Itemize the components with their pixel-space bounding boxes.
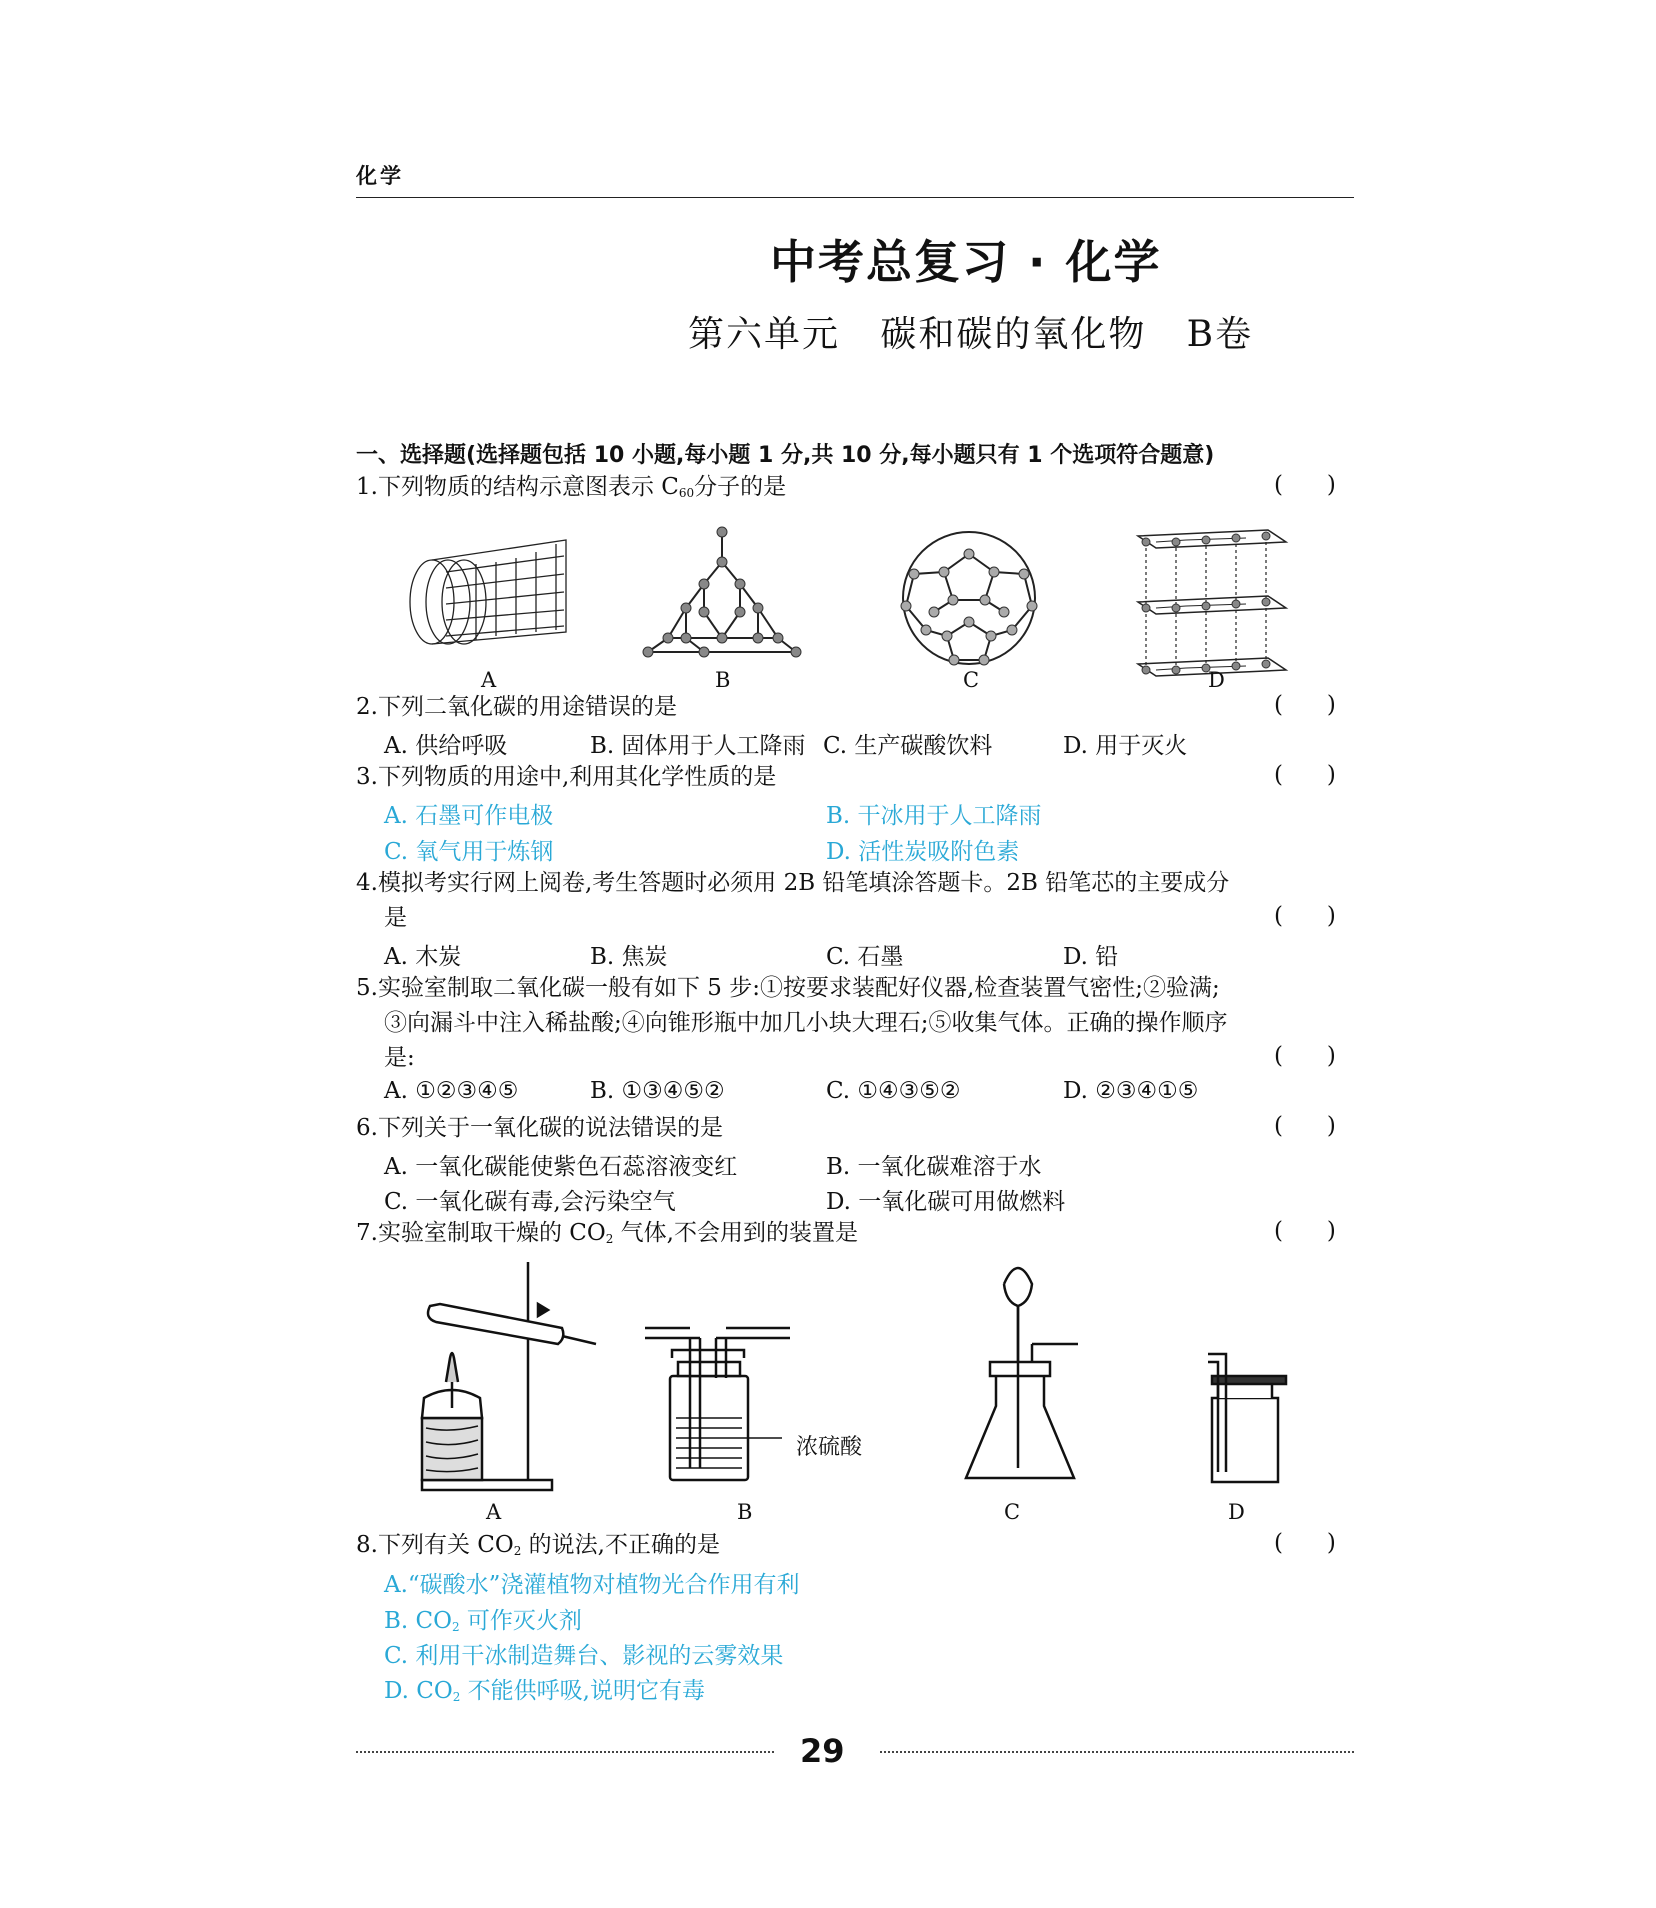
q3-option-d: D. 活性炭吸附色素: [826, 839, 1020, 865]
subject-header: 化学: [356, 164, 404, 188]
nanotube-structure: [410, 540, 566, 644]
footer-dotline-left: [356, 1751, 774, 1753]
q1-label-b: B: [715, 668, 731, 692]
q7-label-d: D: [1228, 1500, 1245, 1524]
q2-option-d: D. 用于灭火: [1063, 733, 1188, 759]
q7-label-b: B: [737, 1500, 753, 1524]
q1-label-a: A: [481, 668, 497, 692]
q5-option-b: B. ①③④⑤②: [590, 1078, 725, 1104]
q8-option-a: A.“碳酸水”浇灌植物对植物光合作用有利: [384, 1572, 800, 1598]
q6-option-c: C. 一氧化碳有毒,会污染空气: [384, 1189, 676, 1215]
question-7: [356, 1218, 858, 1254]
question-1: [356, 472, 786, 508]
section-heading: 一、选择题(选择题包括 10 小题,每小题 1 分,共 10 分,每小题只有 1 个选项符合题意): [356, 443, 1215, 468]
q7-label-c: C: [1004, 1500, 1021, 1524]
q8-option-b-pre: B. CO: [384, 1608, 452, 1634]
q7-text-post: 气体,不会用到的装置是: [613, 1220, 858, 1246]
q3-option-b: B. 干冰用于人工降雨: [826, 803, 1042, 829]
q2-option-a: A. 供给呼吸: [384, 733, 508, 759]
answer-paren-7: ( ): [1274, 1218, 1336, 1244]
q2-option-b: B. 固体用于人工降雨: [590, 733, 806, 759]
q3-option-c: C. 氧气用于炼钢: [384, 839, 554, 865]
question-5-line-2: ③向漏斗中注入稀盐酸;④向锥形瓶中加几小块大理石;⑤收集气体。正确的操作顺序: [384, 1010, 1228, 1036]
q8-text-pre: 8.下列有关 CO: [356, 1532, 514, 1558]
q3-option-a: A. 石墨可作电极: [384, 803, 554, 829]
q8-option-b: [384, 1602, 582, 1635]
graphite-structure: [1138, 530, 1286, 676]
gas-wash-bottle: [645, 1328, 790, 1480]
q5-option-a: A. ①②③④⑤: [384, 1078, 519, 1104]
q8-option-b-post: 可作灭火剂: [459, 1608, 582, 1634]
q8-option-d-sub: 2: [452, 1690, 461, 1704]
q6-option-d: D. 一氧化碳可用做燃料: [826, 1189, 1066, 1215]
answer-paren-4: ( ): [1274, 903, 1336, 929]
answer-paren-3: ( ): [1274, 762, 1336, 788]
question-4-line-2: 是: [384, 905, 407, 931]
header-rule: [356, 197, 1354, 198]
answer-paren-2: ( ): [1274, 692, 1336, 718]
page-subtitle: 第六单元 碳和碳的氧化物 B卷: [688, 314, 1254, 355]
conical-flask-apparatus: [966, 1268, 1078, 1478]
q6-option-a: A. 一氧化碳能使紫色石蕊溶液变红: [384, 1154, 738, 1180]
q4-option-b: B. 焦炭: [590, 944, 668, 970]
q7-text-pre: 7.实验室制取干燥的 CO: [356, 1220, 606, 1246]
q8-text-post: 的说法,不正确的是: [521, 1532, 720, 1558]
answer-paren-8: ( ): [1274, 1530, 1336, 1556]
answer-paren-1: ( ): [1274, 472, 1336, 498]
question-5-line-3: 是:: [384, 1045, 415, 1071]
q7-label-a: A: [486, 1500, 502, 1524]
question-6: 6.下列关于一氧化碳的说法错误的是: [356, 1115, 723, 1141]
q1-text-sub: 60: [678, 486, 695, 500]
q1-label-d: D: [1208, 668, 1225, 692]
c60-structure: [901, 532, 1037, 665]
question-5-line-1: 5.实验室制取二氧化碳一般有如下 5 步:①按要求装配好仪器,检查装置气密性;②验满;: [356, 975, 1220, 1001]
answer-paren-5: ( ): [1274, 1043, 1336, 1069]
question-8: [356, 1530, 720, 1566]
q8-text-sub: 2: [513, 1544, 522, 1558]
q8-option-b-sub: 2: [451, 1620, 460, 1634]
heating-apparatus: [422, 1262, 596, 1490]
q7-text-sub: 2: [605, 1232, 614, 1246]
q8-option-d-post: 不能供呼吸,说明它有毒: [460, 1678, 705, 1704]
page-title: 中考总复习 · 化学: [770, 235, 1162, 289]
q7-apparatus-figure: [400, 1258, 1300, 1498]
q5-option-c: C. ①④③⑤②: [826, 1078, 961, 1104]
q8-option-c: C. 利用干冰制造舞台、影视的云雾效果: [384, 1643, 784, 1669]
q1-text-post: 分子的是: [694, 474, 787, 500]
q1-text-pre: 1.下列物质的结构示意图表示 C: [356, 474, 679, 500]
page-number: 29: [800, 1732, 845, 1770]
q4-option-a: A. 木炭: [384, 944, 462, 970]
collecting-bottle: [1208, 1354, 1286, 1482]
q4-option-c: C. 石墨: [826, 944, 904, 970]
q4-option-d: D. 铅: [1063, 944, 1119, 970]
q1-label-c: C: [963, 668, 980, 692]
acid-label: 浓硫酸: [796, 1435, 863, 1460]
answer-paren-6: ( ): [1274, 1113, 1336, 1139]
q8-option-d: [384, 1672, 705, 1705]
question-2: 2.下列二氧化碳的用途错误的是: [356, 694, 677, 720]
q1-structure-figure: [386, 512, 1320, 694]
diamond-structure: [643, 527, 801, 657]
q5-option-d: D. ②③④①⑤: [1063, 1078, 1199, 1104]
q6-option-b: B. 一氧化碳难溶于水: [826, 1154, 1042, 1180]
q2-option-c: C. 生产碳酸饮料: [823, 733, 993, 759]
q8-option-d-pre: D. CO: [384, 1678, 453, 1704]
question-3: 3.下列物质的用途中,利用其化学性质的是: [356, 764, 777, 790]
footer-dotline-right: [880, 1751, 1354, 1753]
question-4-line-1: 4.模拟考实行网上阅卷,考生答题时必须用 2B 铅笔填涂答题卡。2B 铅笔芯的主要成分: [356, 870, 1230, 896]
